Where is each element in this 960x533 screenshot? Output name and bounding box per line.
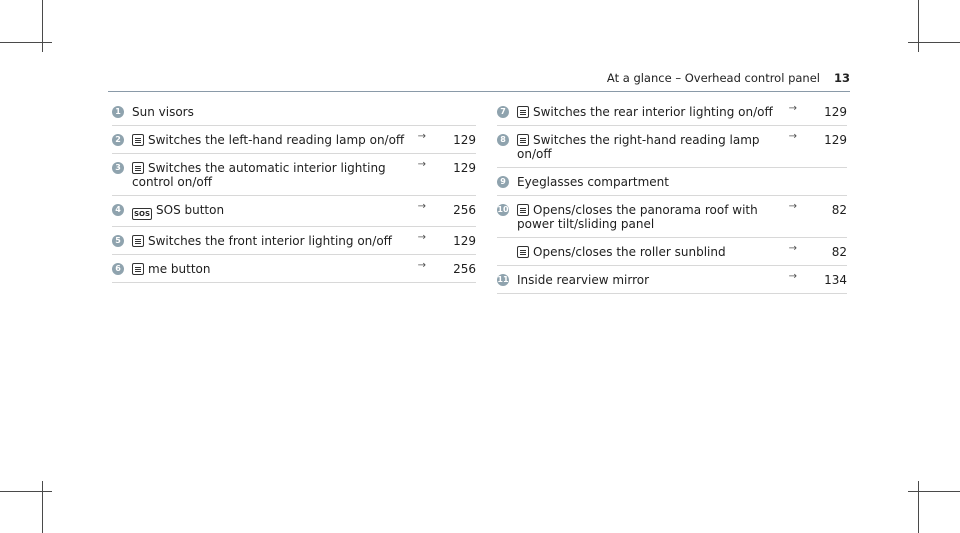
legend-item xyxy=(497,168,847,196)
item-description xyxy=(517,175,847,189)
item-number-badge: 5 xyxy=(112,235,124,247)
page-reference[interactable]: 129 xyxy=(453,234,476,248)
item-description xyxy=(517,203,847,231)
me-button-icon xyxy=(132,263,144,275)
legend-item xyxy=(497,266,847,294)
page-reference[interactable]: 256 xyxy=(453,203,476,217)
item-number-badge xyxy=(497,246,509,258)
legend-item xyxy=(112,255,476,283)
page-reference-arrow: → xyxy=(417,232,426,243)
item-number-badge: 6 xyxy=(112,263,124,275)
page-reference-arrow: → xyxy=(788,131,797,142)
header-rule xyxy=(108,91,850,92)
item-text: Eyeglasses compartment xyxy=(517,175,669,189)
item-text: Switches the automatic interior lighting control on/off xyxy=(132,161,386,189)
item-number-badge: 3 xyxy=(112,162,124,174)
header-title: At a glance – Overhead control panel xyxy=(606,71,820,85)
legend-item xyxy=(112,126,476,154)
page-reference-arrow: → xyxy=(788,201,797,212)
page-reference-arrow: → xyxy=(788,243,797,254)
legend-item xyxy=(497,126,847,168)
running-header xyxy=(607,71,850,85)
item-text: Sun visors xyxy=(132,105,194,119)
page-reference-arrow: → xyxy=(417,159,426,170)
item-number-badge: 8 xyxy=(497,134,509,146)
page-reference-arrow: → xyxy=(417,131,426,142)
legend-item xyxy=(497,196,847,238)
item-description xyxy=(132,105,476,119)
page-reference-arrow: → xyxy=(788,271,797,282)
item-description xyxy=(517,133,847,161)
page-reference[interactable]: 129 xyxy=(453,161,476,175)
right-legend-column xyxy=(497,98,847,294)
item-text: Opens/closes the roller sunblind xyxy=(533,245,726,259)
page-reference[interactable]: 134 xyxy=(824,273,847,287)
reading-lamp-icon xyxy=(517,134,529,146)
front-light-icon xyxy=(132,235,144,247)
rear-light-icon xyxy=(517,106,529,118)
page-reference[interactable]: 82 xyxy=(831,203,847,217)
item-number-badge: 4 xyxy=(112,204,124,216)
item-number-badge: 7 xyxy=(497,106,509,118)
page-reference[interactable]: 129 xyxy=(453,133,476,147)
item-text: Switches the front interior lighting on/off xyxy=(148,234,392,248)
page-number: 13 xyxy=(833,71,850,85)
item-text: me button xyxy=(148,262,211,276)
item-text: Switches the left-hand reading lamp on/off xyxy=(148,133,405,147)
page-reference-arrow: → xyxy=(417,260,426,271)
page-reference[interactable]: 82 xyxy=(831,245,847,259)
item-number-badge: 9 xyxy=(497,176,509,188)
item-description xyxy=(517,105,847,119)
item-number-badge: 1 xyxy=(112,106,124,118)
page-reference-arrow: → xyxy=(417,201,426,212)
item-text: Switches the right-hand reading lamp on/off xyxy=(517,133,760,161)
legend-item xyxy=(112,196,476,227)
item-number-badge: 2 xyxy=(112,134,124,146)
item-text: Inside rearview mirror xyxy=(517,273,650,287)
sos-icon: SOS xyxy=(133,210,151,218)
reading-lamp-icon xyxy=(132,134,144,146)
item-number-badge: 11 xyxy=(497,275,509,284)
page-reference[interactable]: 129 xyxy=(824,105,847,119)
item-number-badge: 10 xyxy=(497,205,509,214)
item-text: Switches the rear interior lighting on/off xyxy=(533,105,773,119)
page-reference-arrow: → xyxy=(788,103,797,114)
item-text: SOS button xyxy=(156,203,225,217)
legend-item xyxy=(497,238,847,266)
item-description xyxy=(517,245,847,259)
item-description xyxy=(517,273,847,287)
legend-item xyxy=(112,227,476,255)
legend-item xyxy=(112,98,476,126)
legend-item xyxy=(497,98,847,126)
roof-icon xyxy=(517,204,529,216)
left-legend-column xyxy=(112,98,476,283)
roof-icon xyxy=(517,246,529,258)
auto-light-icon xyxy=(132,162,144,174)
item-text: Opens/closes the panorama roof with power tilt/sliding panel xyxy=(517,203,758,231)
legend-item xyxy=(112,154,476,196)
page-reference[interactable]: 256 xyxy=(453,262,476,276)
page-reference[interactable]: 129 xyxy=(824,133,847,147)
